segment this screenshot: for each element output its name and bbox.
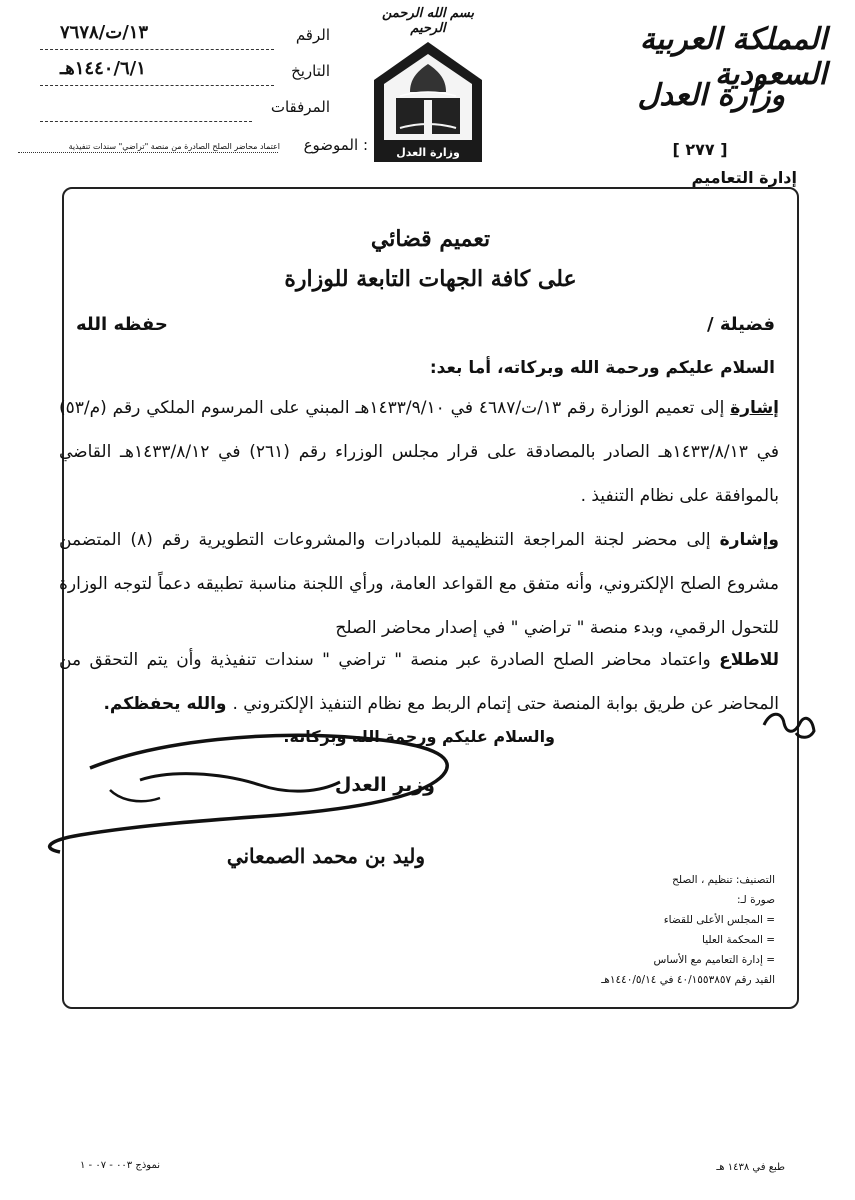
- paragraph-3-text: واعتماد محاضر الصلح الصادرة عبر منصة " تراضي " سندات تنفيذية وأن يتم التحقق من المحاضر عن طريق بوابة المنصة حتى إتمام الربط مع نظام التنفيذ الإلكتروني .: [59, 650, 779, 714]
- copy-recipient: = المجلس الأعلى للقضاء: [663, 914, 775, 926]
- paragraph-3-end: والله يحفظكم.: [103, 694, 233, 714]
- emblem-caption: وزارة العدل: [396, 146, 460, 159]
- ministry-emblem-icon: [370, 40, 486, 164]
- kingdom-heading: المملكة العربية السعودية: [639, 22, 827, 92]
- paragraph-3-lead: للاطلاع: [719, 650, 779, 670]
- copy-recipient: = إدارة التعاميم مع الأساس: [653, 954, 775, 966]
- form-number: نموذج ٠٠٣ - ٠٧ - ١: [80, 1160, 161, 1171]
- salutation-suffix: حفظه الله: [76, 314, 168, 335]
- date-field: [40, 58, 330, 82]
- paragraph-1: [59, 386, 779, 518]
- signer-title: وزير العدل: [334, 774, 435, 796]
- attachments-field: [40, 98, 330, 118]
- circular-title: تعميم قضائي: [370, 226, 491, 252]
- classification: التصنيف: تنظيم ، الصلح: [672, 874, 775, 886]
- number-field: [40, 22, 330, 46]
- registry-number: القيد رقم ٤٠/١٥٥٣٨٥٧ في ١٤٤٠/٥/١٤هـ: [601, 974, 775, 986]
- copy-recipient: = المحكمة العليا: [702, 934, 775, 946]
- circular-subtitle: على كافة الجهات التابعة للوزارة: [284, 266, 577, 292]
- closing-greeting: والسلام عليكم ورحمة الله وبركاته.: [283, 727, 555, 746]
- number-value: ١٣/ت/٧٦٧٨: [60, 22, 149, 43]
- distribution-block: [515, 870, 775, 990]
- salutation: فضيلة /: [707, 314, 775, 335]
- ministry-heading: وزارة العدل: [637, 78, 785, 113]
- department-label: إدارة التعاميم: [691, 168, 797, 187]
- subject-label: الموضوع :: [303, 136, 368, 154]
- subject-value: اعتماد محاضر الصلح الصادرة من منصة "تراضي" سندات تنفيذية: [68, 142, 280, 151]
- paragraph-3: [59, 638, 779, 726]
- paragraph-1-text: إلى تعميم الوزارة رقم ١٣/ت/٤٦٨٧ في ١٤٣٣/٩/١٠هـ المبني على المرسوم الملكي رقم (م/٥٣) في ١٤٣٣/٨/١٣هـ الصادر بالمصادقة على قرار مجلس الوزراء رقم (٢٦١) في ١٤٣٣/٨/١٢هـ القاضي بالموافقة على نظام التنفيذ .: [59, 398, 779, 506]
- reference-number: [ ٢٧٧ ]: [672, 140, 728, 159]
- attachments-label: المرفقات: [270, 98, 330, 116]
- paragraph-2-lead: وإشارة: [719, 530, 779, 550]
- greeting: السلام عليكم ورحمة الله وبركاته، أما بعد:: [429, 358, 775, 378]
- paragraph-1-lead: إشارة: [730, 398, 779, 418]
- print-date: طبع في ١٤٣٨ هـ: [716, 1162, 785, 1173]
- paragraph-2-text: إلى محضر لجنة المراجعة التنظيمية للمبادرات والمشروعات التطويرية رقم (٨) المتضمن مشروع الصلح الإلكتروني، وأنه متفق مع القواعد العامة، ورأي اللجنة مناسبة تطبيقه دعماً لتوجه الوزارة للتحول الرقمي، وبدء منصة " تراضي " في إصدار محاضر الصلح: [59, 530, 779, 638]
- copies-label: صورة لـ:: [736, 894, 775, 906]
- number-label: الرقم: [295, 26, 330, 44]
- basmala-calligraphy: بسم الله الرحمن الرحيم: [382, 6, 474, 36]
- paragraph-2: [59, 518, 779, 650]
- date-label: التاريخ: [291, 62, 330, 80]
- date-value: ١٤٤٠/٦/١هـ: [60, 58, 146, 79]
- signer-name: وليد بن محمد الصمعاني: [226, 844, 425, 868]
- initial-mark-icon: [760, 705, 820, 745]
